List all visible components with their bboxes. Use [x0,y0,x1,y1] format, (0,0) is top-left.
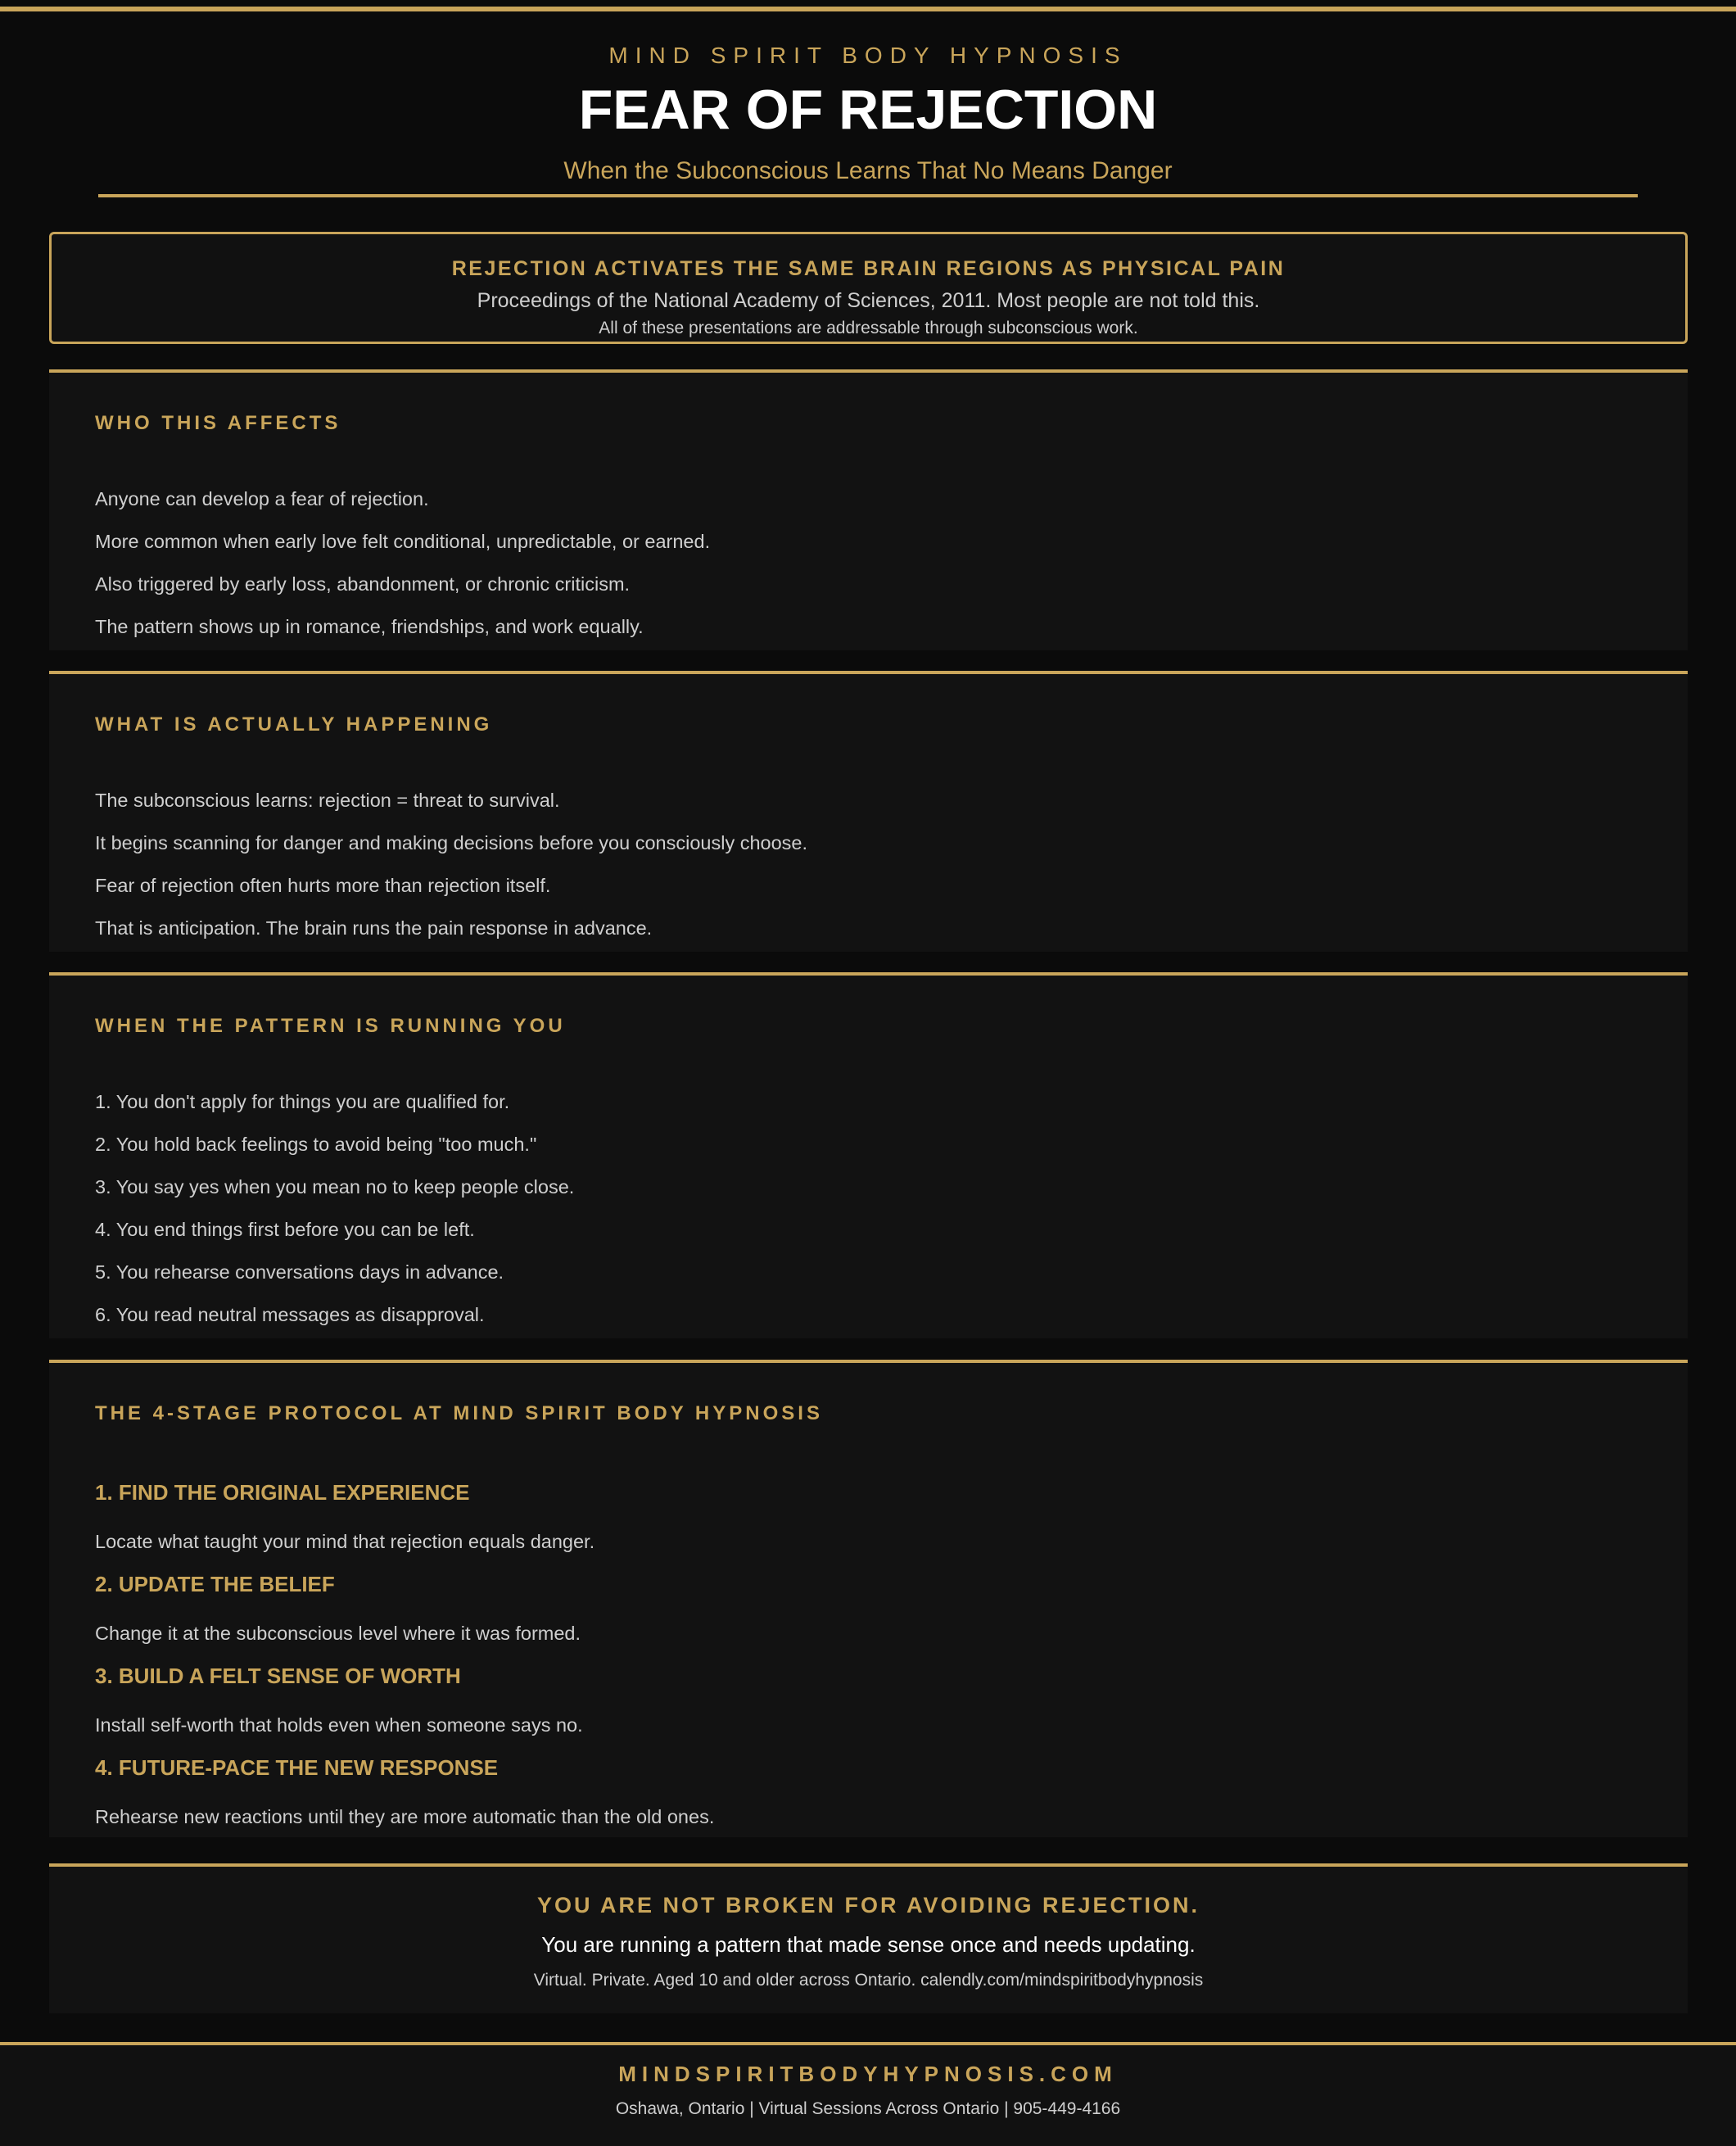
section-who-this-affects [49,369,1688,650]
protocol-stage [95,1757,714,1849]
stage-title: 1. FIND THE ORIGINAL EXPERIENCE [95,1480,470,1505]
list-item: The subconscious learns: rejection = threat to survival. [95,790,560,811]
page-subtitle: When the Subconscious Learns That No Means Danger [563,157,1173,184]
list-item: 5. You rehearse conversations days in advance. [95,1261,504,1283]
stage-description: Install self-worth that holds even when someone says no. [95,1714,583,1736]
protocol-stage [95,1665,714,1757]
list-item: That is anticipation. The brain runs the pain response in advance. [95,917,653,939]
protocol-stage [95,1573,714,1665]
section-what-is-happening [49,671,1688,952]
stage-title: 4. FUTURE-PACE THE NEW RESPONSE [95,1755,499,1780]
protocol-stage [95,1482,714,1573]
page-header [0,33,1736,183]
research-callout [49,232,1688,344]
list-item: 6. You read neutral messages as disapproval. [95,1304,485,1325]
list-item: More common when early love felt conditional, unpredictable, or earned. [95,531,711,552]
section-heading: WHAT IS ACTUALLY HAPPENING [95,713,493,736]
stage-title: 3. BUILD A FELT SENSE OF WORTH [95,1664,461,1688]
section-list [95,1080,574,1336]
page-title: FEAR OF REJECTION [578,79,1158,141]
list-item: The pattern shows up in romance, friendships, and work equally. [95,616,644,637]
booking-info: Virtual. Private. Aged 10 and older across Ontario. calendly.com/mindspiritbodyhypnosis [533,1971,1204,1990]
website-link[interactable]: MINDSPIRITBODYHYPNOSIS.COM [618,2062,1118,2086]
section-heading: WHEN THE PATTERN IS RUNNING YOU [95,1015,566,1037]
protocol-stages [95,1482,714,1849]
closing-panel [49,1863,1688,2013]
closing-heading: YOU ARE NOT BROKEN FOR AVOIDING REJECTION. [536,1893,1200,1917]
list-item: Fear of rejection often hurts more than rejection itself. [95,875,551,896]
list-item: Also triggered by early loss, abandonment, or chronic criticism. [95,573,631,595]
list-item: It begins scanning for danger and making decisions before you consciously choose. [95,832,808,853]
page-footer [0,2045,1736,2146]
callout-citation: Proceedings of the National Academy of Sciences, 2011. Most people are not told this. [477,289,1260,312]
section-pattern-running [49,972,1688,1338]
list-item: 2. You hold back feelings to avoid being "too much." [95,1134,537,1155]
section-heading: WHO THIS AFFECTS [95,412,341,434]
list-item: 3. You say yes when you mean no to keep people close. [95,1176,575,1198]
contact-info: Oshawa, Ontario | Virtual Sessions Across Ontario | 905-449-4166 [615,2099,1121,2118]
header-divider [98,194,1638,197]
closing-message: You are running a pattern that made sense once and needs updating. [541,1932,1196,1957]
callout-heading: REJECTION ACTIVATES THE SAME BRAIN REGIONS AS PHYSICAL PAIN [451,257,1286,280]
stage-description: Locate what taught your mind that rejection equals danger. [95,1531,595,1552]
top-rule [0,7,1736,11]
section-list [95,478,710,648]
list-item: 4. You end things first before you can be left. [95,1219,475,1240]
section-heading: THE 4-STAGE PROTOCOL AT MIND SPIRIT BODY HYPNOSIS [95,1402,823,1424]
stage-description: Change it at the subconscious level where it was formed. [95,1623,581,1644]
stage-description: Rehearse new reactions until they are more automatic than the old ones. [95,1806,715,1827]
section-list [95,779,807,949]
section-protocol [49,1360,1688,1837]
brand-name: MIND SPIRIT BODY HYPNOSIS [608,43,1128,68]
stage-title: 2. UPDATE THE BELIEF [95,1572,335,1596]
list-item: Anyone can develop a fear of rejection. [95,488,429,509]
callout-note: All of these presentations are addressable through subconscious work. [599,319,1138,337]
list-item: 1. You don't apply for things you are qualified for. [95,1091,510,1112]
